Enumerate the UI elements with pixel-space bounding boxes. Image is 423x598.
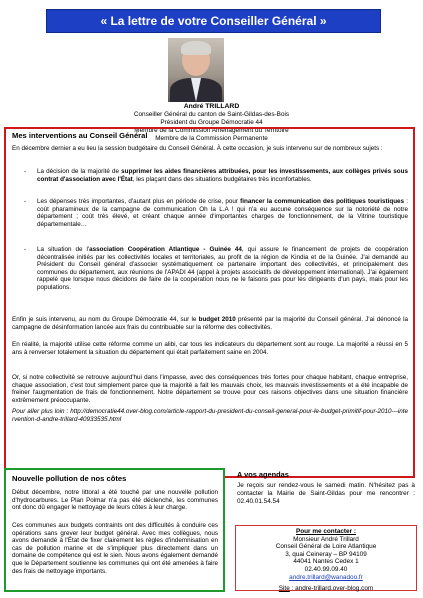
author-name: André TRILLARD xyxy=(183,103,240,110)
contact-phone: 02.40.99.09.40 xyxy=(304,565,348,573)
pollution-title: Nouvelle pollution de nos côtes xyxy=(12,474,127,483)
contact-box xyxy=(235,525,417,591)
portrait-photo xyxy=(168,38,224,102)
agenda-text: Je reçois sur rendez-vous le samedi matin. N'hésitez pas à contacter la Mairie de Saint-Gildas pour me rencontrer : 02.40.01.54.54 xyxy=(237,482,415,505)
contact-name: Monsieur André Trillard xyxy=(293,535,359,543)
bullet-tourism: Les dépenses très importantes, d'autant plus en période de crise, pour financer la communication des politiques touristiques : coût pharamineux de la campagne de communication Oh la L.A ! qui n'a eu aucune conséquence sur la notoriété de notre département ; coût très élevé, et créant chaque année d'importantes charges de fonctionnement, de la Vitrine touristique départementale… xyxy=(37,198,408,228)
newsletter-banner: « La lettre de votre Conseiller Général » xyxy=(46,9,381,33)
contact-title: Pour me contacter : xyxy=(295,528,356,535)
contact-site xyxy=(236,585,416,593)
author-role-1: Conseiller Général du canton de Saint-Gildas-des-Bois xyxy=(133,111,290,119)
bullet-cooperation: La situation de l'association Coopération Atlantique - Guinée 44, qui assure le financement de projets de coopération décentralisée initiés par les collectivités locales et territoriales, au profit de la région de Kindia et de la Guinée. J'ai demandé au Président du Conseil général d'associer systématiquement ce partenaire important des collectivités, et principalement des communes du département, aux réunions de l'APADI 44 (appel à projets associatifs de développement international). J'ai également rappelé que lorsque nous décidons de faire de la coopération nous ne le faisons pas pour les dirigeants d'un pays, mais pour les populations. xyxy=(37,246,408,291)
contact-organization: Conseil Général de Loire Atlantique xyxy=(275,543,377,551)
interventions-title: Mes interventions au Conseil Général xyxy=(12,131,148,140)
more-info-link[interactable]: http://democratie44.over-blog.com/article-rapport-du-president-du-conseil-general-pour-le-budget-primitif-pour-2010---intervention-d-andre-trillard-40933535.html xyxy=(12,408,408,423)
author-role-4: Membre de la Commission Permanente xyxy=(155,135,268,143)
budget-paragraph: Enfin je suis intervenu, au nom du Groupe Démocratie 44, sur le budget 2010 présenté par la majorité du Conseil général. J'ai dénoncé la campagne de désinformation lancée aux frais du contribuable sur la réforme des collectivités. xyxy=(12,316,408,331)
contact-email-link[interactable]: andre.trillard@wanadoo.fr xyxy=(289,573,363,581)
more-info: Pour aller plus loin : http://democratie44.over-blog.com/article-rapport-du-president-du-conseil-general-pour-le-budget-primitif-pour-2010---intervention-d-andre-trillard-40933535.html xyxy=(12,408,408,423)
site-link[interactable]: : andre-trillard.over-blog.com xyxy=(289,585,374,593)
site-label: Site xyxy=(278,585,290,593)
bullet-private-schools: La décision de la majorité de supprimer les aides financières attribuées, pour les investissements, aux collèges privés sous contrat d'association avec l'État, les plaçant dans des situations budgétaires très inconfortables. xyxy=(37,168,408,183)
pollution-paragraph-2: Ces communes aux budgets contraints ont des difficultés à conduire ces opérations sans grever leur budget général. Avec mes collègues, nous avons demandé à l'État de fixer clairement les règles d'indemnisation en cas de pollution marine et de s'impliquer plus directement dans un domaine de compétence qui est le sien. Nous avons également demandé que le Département soutienne les communes qui ont été amenées à faire des frais de nettoyage importants. xyxy=(12,522,218,575)
bullet-dash: - xyxy=(24,246,27,253)
contact-street: 3, quai Ceineray – BP 94109 xyxy=(285,550,367,558)
impasse-paragraph: Or, si notre collectivité se retrouve aujourd'hui dans l'impasse, avec des conséquences très fortes pour chaque habitant, chaque entreprise, chaque association, c'est tout simplement parce que la majorité a fait les mauvais choix, les mauvais investissements et a été incapable de freiner l'augmentation de frais de fonctionnement. Notre département se trouve pour ces raisons objectives dans une situation financière extrêmement préoccupante. xyxy=(12,374,408,404)
author-role-3: Membre de la Commission Aménagement du Territoire xyxy=(134,127,289,135)
interventions-intro: En décembre dernier a eu lieu la session budgétaire du Conseil Général. À cette occasion, je suis intervenu sur de nombreux sujets : xyxy=(12,145,383,152)
agenda-title: A vos agendas xyxy=(237,470,289,479)
pollution-paragraph-1: Début décembre, notre littoral a été touché par une nouvelle pollution d'hydrocarbures. Le Plan Polmar n'a pas été déclenché, les communes ont donc dû engager le nettoyage de leurs côtes à leur charge. xyxy=(12,489,218,512)
reform-paragraph: En réalité, la majorité utilise cette réforme comme un alibi, car tous les indicateurs du département sont au rouge. La majorité a réussi en 5 ans à renverser totalement la situation du département qui était parfaitement saine en 2004. xyxy=(12,341,408,356)
bullet-dash: - xyxy=(24,198,27,205)
bullet-dash: - xyxy=(24,168,27,175)
contact-city: 44041 Nantes Cedex 1 xyxy=(293,558,359,566)
author-role-2: Président du Groupe Démocratie 44 xyxy=(160,119,263,127)
